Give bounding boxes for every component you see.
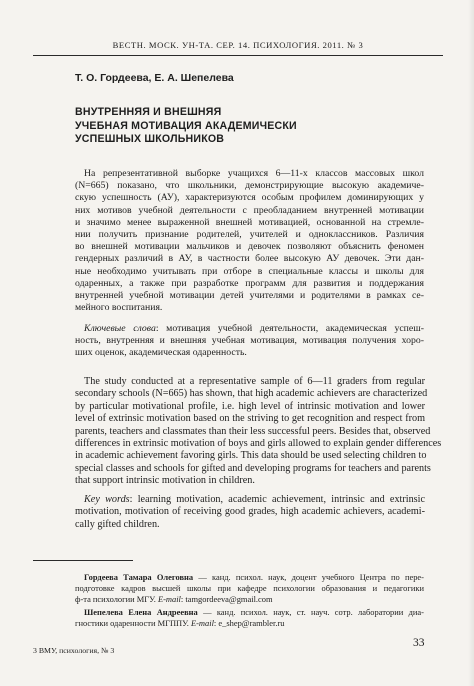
title-line: УСПЕШНЫХ ШКОЛЬНИКОВ [75, 133, 225, 146]
article-title [75, 106, 297, 147]
footnote-line: подготовке кадров высшей школы при кафедре психологии образования и педагогики [75, 583, 424, 594]
footnote-rule [33, 560, 133, 561]
abstract-en-line: differences in extrinsic motivation of boys and girls allowed to explain gender differences [75, 438, 442, 450]
abstract-line: одаренных, а также при разработке программ для развития и поддержания [75, 277, 424, 289]
abstract-line: внутренней учебной мотивации детей учителями и родителями в рамках се- [75, 290, 424, 302]
abstract-line: скую успешность (АУ), характеризуются особым профилем доминирующих у [75, 192, 424, 204]
abstract-line: На репрезентативной выборке учащихся 6—11-х классов массовых школ [84, 168, 424, 179]
footnote-text: гностики одаренности МГППУ. [75, 618, 191, 629]
signature-mark: 3 ВМУ, психология, № 3 [33, 646, 115, 655]
abstract-line: мейного воспитания. [75, 302, 163, 314]
abstract-en-line: secondary schools (N=665) has shown, that high academic achievers are characterized [75, 388, 428, 400]
footnote-line [75, 607, 424, 618]
keywords-en-text: : learning motivation, academic achievement, intrinsic and extrinsic [129, 494, 425, 505]
abstract-line: и значимо менее выраженной внешней мотивацией, основанной на стремле- [75, 216, 424, 228]
abstract-line: гендерных различий в АУ, в частности более высокую АУ девочек. Эти дан- [75, 253, 424, 265]
keywords-russian [75, 323, 424, 360]
abstract-line: них мотивов учебной деятельности с преобладанием внутренней мотивации [75, 204, 424, 216]
page-number: 33 [413, 637, 425, 649]
keywords-english [75, 494, 425, 531]
keywords-line: ность, внутренняя и внешняя учебная мотивация, мотивация получения хоро- [75, 335, 424, 347]
keywords-line: ших оценок, академическая одаренность. [75, 347, 247, 359]
title-line: УЧЕБНАЯ МОТИВАЦИЯ АКАДЕМИЧЕСКИ [75, 119, 297, 132]
footnote-line [75, 618, 424, 629]
abstract-en-line: The study conducted at a representative sample of 6—11 graders from regular [84, 376, 425, 387]
author-name: Гордеева Тамара Олеговна [84, 572, 194, 582]
abstract-en-line: in academic achievement favoring girls. This data should be used selecting children to [75, 450, 427, 462]
abstract-russian [75, 168, 424, 314]
abstract-en-line: level of extrinsic motivation based on the striving to get recognition and respect from [75, 413, 425, 425]
abstract-en-line: by particular motivational profile, i.e. high level of intrinsic motivation and lower [75, 400, 425, 412]
author-email: : tamgordeeva@gmail.com [180, 594, 273, 605]
footnote-text: ф-та психологии МГУ. [75, 594, 158, 605]
footnote-author-1 [75, 572, 424, 606]
title-line: ВНУТРЕННЯЯ И ВНЕШНЯЯ [75, 106, 222, 118]
abstract-line: нии получить признание родителей, учителей и одноклассников. Различия [75, 229, 424, 241]
keywords-text: : мотивация учебной деятельности, академическая успеш- [155, 323, 424, 334]
scan-edge-shadow [468, 0, 474, 686]
abstract-en-line: that support intrinsic motivation in children. [75, 475, 255, 487]
author-name: Шепелева Елена Андреевна [84, 607, 198, 617]
keywords-label: Ключевые слова [84, 323, 156, 334]
footnote-text: — канд. психол. наук, доцент учебного Центра по пере- [193, 572, 424, 582]
header-rule [33, 55, 443, 56]
email-label: E-mail [190, 618, 214, 629]
author-email: : e_shep@rambler.ru [213, 618, 285, 629]
abstract-english [75, 376, 442, 488]
abstract-line: (N=665) показано, что школьники, демонстрирующие высокую академиче- [75, 180, 424, 192]
abstract-line: во внешней мотивации мальчиков и девочек позволяют объяснить феномен [75, 241, 424, 253]
keywords-line [75, 323, 424, 335]
article-authors: Т. О. Гордеева, Е. А. Шепелева [75, 72, 234, 84]
footnote-author-2 [75, 607, 424, 629]
footnote-text: — канд. психол. наук, ст. науч. сотр. лаборатории диа- [197, 607, 424, 617]
keywords-en-line: motivation, motivation of receiving good grades, high academic achievers, academi- [75, 506, 425, 518]
keywords-en-label: Key words [84, 494, 130, 505]
footnote-line [75, 572, 424, 583]
keywords-en-line: cally gifted children. [75, 518, 160, 530]
running-header: ВЕСТН. МОСК. УН-ТА. СЕР. 14. ПСИХОЛОГИЯ. 2011. № 3 [112, 40, 364, 50]
email-label: E-mail [157, 594, 181, 605]
abstract-en-line: parents, teachers and classmates than their less successful peers. Besides that, observed [75, 425, 431, 437]
abstract-line: ные необходимо учитывать при отборе в специальные классы и школы для [75, 265, 424, 277]
footnote-line [75, 594, 424, 605]
keywords-en-line [75, 494, 425, 506]
abstract-en-line: special classes and schools for gifted and developing programs for teachers and parents [75, 462, 431, 474]
